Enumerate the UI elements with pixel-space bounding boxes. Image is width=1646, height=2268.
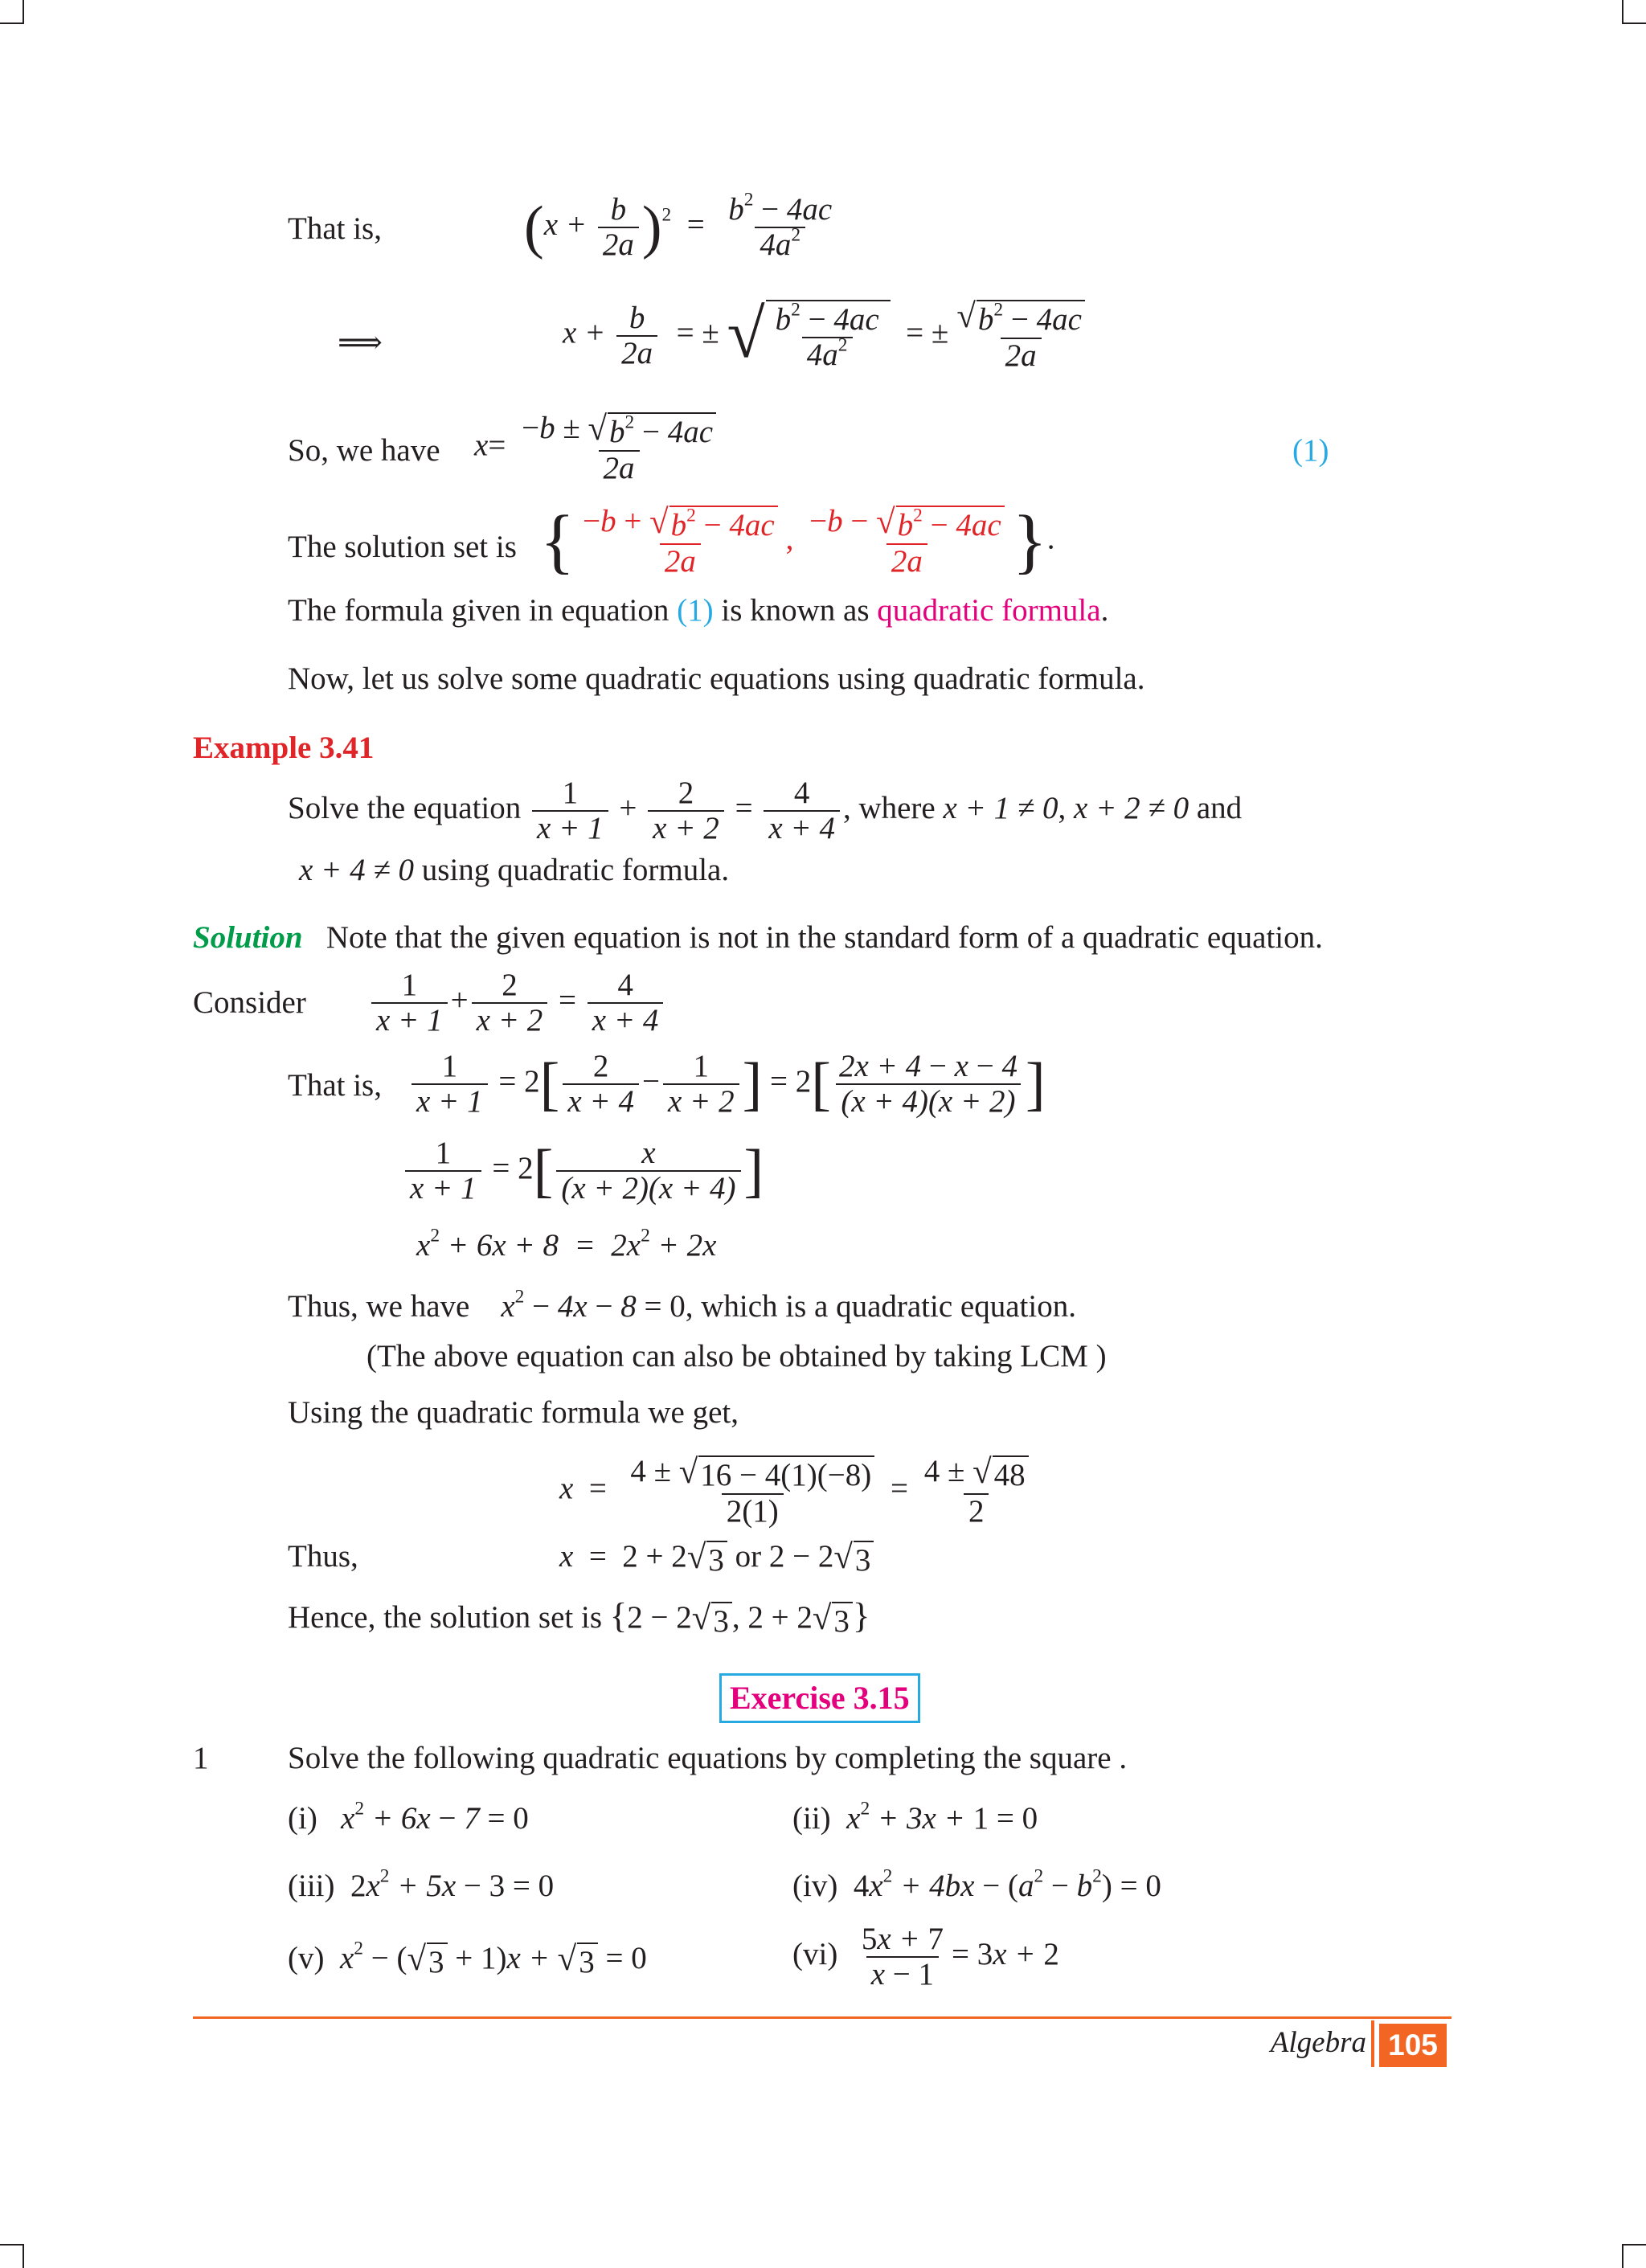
exercise-part-ii: (ii) $x^2 + 3x + 1 = 0$ <box>792 1798 1038 1836</box>
text-solution-set: The solution set is <box>288 530 517 564</box>
text-that-is: That is, <box>288 211 382 246</box>
text-thus-we-have: Thus, we have $x^2 - 4x - 8 = 0$, which is a quadratic equation. <box>288 1286 1076 1324</box>
equation-ref: (1) <box>677 593 714 628</box>
footer-separator <box>1371 2020 1374 2067</box>
example-heading: Example 3.41 <box>193 731 375 765</box>
text-so-we-have: So, we have <box>288 433 440 468</box>
equation-formula-applied: x = 4 ± √ 16 − 4(1)(−8) 2(1) = 4 ± √ 48 2 <box>559 1455 1037 1529</box>
equation-step-1: $\frac{1}{x + 1}$ = 2[ $\frac{2}{x + 4}$ − $\frac{1}{x + 2}$ ] = 2[ $\frac{2x + 4 - x - 4}{(x + 4)(x + 2)}$ ] <box>408 1050 1046 1119</box>
equation-completed-square: (x + $\frac{b}{2a}$ )$^2$ = $\frac{b^2 - 4ac}{4a^2}$ <box>524 189 833 262</box>
solution-label: Solution <box>193 920 303 955</box>
exercise-part-vi: (vi) $\frac{5x + 7}{x - 1}$ = 3x + 2 <box>792 1922 1059 1992</box>
exercise-question-text: Solve the following quadratic equations by completing the square . <box>288 1741 1128 1775</box>
exercise-title: Exercise 3.15 <box>719 1673 920 1723</box>
exercise-question-number: 1 <box>193 1741 209 1775</box>
page-number: 105 <box>1379 2024 1447 2067</box>
exercise-part-iii: (iii) $2x^2 + 5x - 3 = 0$ <box>288 1865 555 1903</box>
equation-step-3: $x^2 + 6x + 8 = 2x^2 + 2x$ <box>416 1225 717 1263</box>
example-statement-continued: x + 4 ≠ 0 using quadratic formula. <box>299 853 730 887</box>
example-statement: Solve the equation $\frac{1}{x + 1}$ + $\frac{2}{x + 2}$ = $\frac{4}{x + 4}$ , where x + 1 ≠ 0, x + 2 ≠ 0 and <box>288 776 1243 845</box>
footer-section-name: Algebra <box>1270 2026 1366 2059</box>
text-using-formula: Using the quadratic formula we get, <box>288 1395 739 1430</box>
crop-mark-bottom-right <box>1622 2244 1646 2268</box>
crop-mark-bottom-left <box>0 2244 24 2268</box>
text-consider: Consider <box>193 985 306 1020</box>
exercise-part-iv: (iv) $4x^2 + 4bx - (a^2 - b^2) = 0$ <box>792 1865 1161 1903</box>
solution-intro: Solution Note that the given equation is not in the standard form of a quadratic equation. <box>193 920 1323 955</box>
equation-square-root: x + $\frac{b}{2a}$ = ± √ $\frac{b^2 - 4ac}{4a^2}$ = ± √ $b^2 - 4ac$ 2a <box>563 299 1093 373</box>
text-that-is-2: That is, <box>288 1068 382 1103</box>
text-formula-name: The formula given in equation (1) is known as quadratic formula. <box>288 593 1109 628</box>
equation-quadratic-formula: x= −b ± √ $b^2 - 4ac$ 2a <box>474 411 724 485</box>
equation-step-2: $\frac{1}{x + 1}$ = 2[ $\frac{x}{(x + 2)(x + 4)}$ ] <box>402 1136 764 1206</box>
text-thus: Thus, <box>288 1539 358 1574</box>
equation-given: $\frac{1}{x + 1}$ + $\frac{2}{x + 2}$ = $\frac{4}{x + 4}$ <box>368 968 666 1038</box>
term-quadratic-formula: quadratic formula <box>877 593 1101 628</box>
equation-number: (1) <box>1292 433 1329 468</box>
crop-mark-top-left <box>0 0 24 24</box>
exercise-part-i: (i) $x^2 + 6x - 7 = 0$ <box>288 1798 529 1836</box>
text-lcm-note: (The above equation can also be obtained by taking LCM ) <box>366 1339 1107 1373</box>
crop-mark-top-right <box>1622 0 1646 24</box>
equation-roots: x = 2 + 2 √ 3 or 2 − 2 √ 3 <box>559 1538 874 1578</box>
exercise-part-v: (v) $x^2$ − ( √ 3 + 1)x + √ 3 = 0 <box>288 1938 647 1979</box>
implies-arrow: ⟹ <box>338 325 383 360</box>
equation-solution-set: { −b + √ $b^2 - 4ac$ 2a , −b − √ $b^2 - 4ac$ 2a }. <box>540 501 1055 581</box>
text-hence: Hence, the solution set is {2 − 2 √ 3 , 2 + 2 √ 3 } <box>288 1595 870 1639</box>
footer-rule <box>193 2016 1452 2019</box>
text-now: Now, let us solve some quadratic equations using quadratic formula. <box>288 661 1145 696</box>
